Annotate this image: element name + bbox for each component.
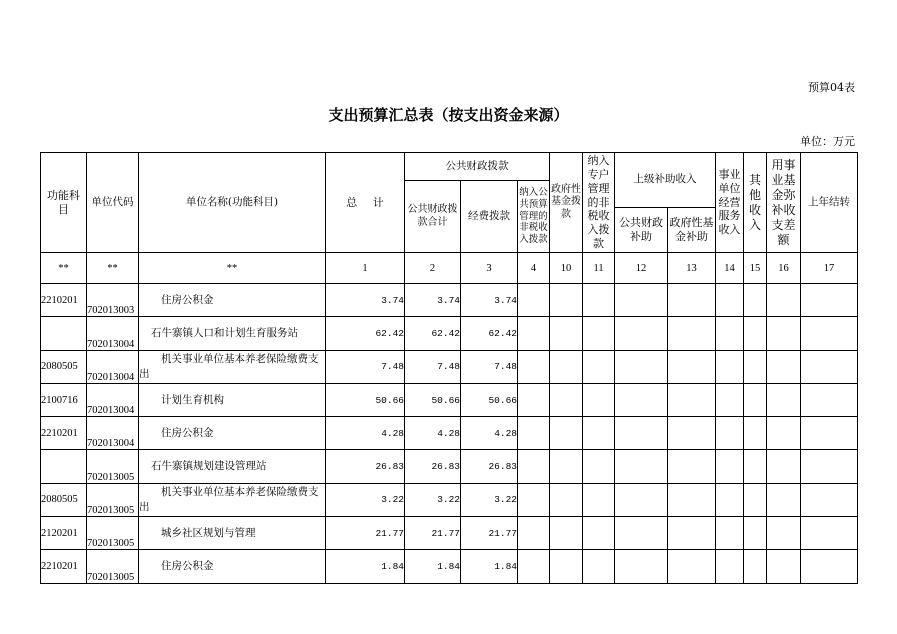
unit-name-cell: 城乡社区规划与管理 <box>139 517 326 550</box>
unit-code-cell: 702013005 <box>87 450 139 483</box>
header-superior-subsidy-group <box>615 153 716 208</box>
amount-cell-operating-funds: 1.84 <box>461 550 518 583</box>
func-subject-code-cell <box>41 317 87 350</box>
func-subject-code-cell: 2080505 <box>41 483 87 516</box>
empty-cell-special-account-nontax <box>583 350 615 383</box>
header-unit-name-label: 单位名称(功能科目) <box>185 195 279 208</box>
amount-cell-operating-funds: 4.28 <box>461 417 518 450</box>
empty-cell-public-finance-subsidy <box>615 417 668 450</box>
header-business-income-label: 事业单位经营服务收入 <box>718 168 741 237</box>
header-public-finance-subsidy <box>615 208 668 253</box>
header-special-account-nontax-label: 纳入专户管理的非税收入拨款 <box>587 154 610 250</box>
func-subject-code-cell <box>41 450 87 483</box>
empty-cell-special-account-nontax <box>583 483 615 516</box>
empty-cell-special-account-nontax <box>583 284 615 317</box>
empty-cell-public-budget-nontax <box>518 483 550 516</box>
amount-cell-total: 50.66 <box>326 383 405 416</box>
empty-cell-other-income <box>744 483 767 516</box>
empty-cell-prior-year-carryover <box>801 284 858 317</box>
empty-cell-gov-fund-subsidy <box>668 350 716 383</box>
empty-cell-business-fund-offset <box>767 350 801 383</box>
empty-cell-other-income <box>744 517 767 550</box>
empty-cell-prior-year-carryover <box>801 350 858 383</box>
empty-cell-public-budget-nontax <box>518 383 550 416</box>
empty-cell-other-income <box>744 417 767 450</box>
column-index-cell: 4 <box>518 253 550 284</box>
table-body <box>41 284 858 584</box>
amount-cell-public-finance-total: 21.77 <box>405 517 461 550</box>
column-index-cell: 13 <box>668 253 716 284</box>
amount-cell-total: 1.84 <box>326 550 405 583</box>
column-index-cell: 2 <box>405 253 461 284</box>
header-public-finance-group-label: 公共财政拨款 <box>445 159 509 172</box>
empty-cell-public-finance-subsidy <box>615 450 668 483</box>
header-prior-year-carryover-label: 上年结转 <box>808 195 851 208</box>
amount-cell-public-finance-total: 7.48 <box>405 350 461 383</box>
amount-cell-total: 4.28 <box>326 417 405 450</box>
unit-name-cell: 机关事业单位基本养老保险缴费支出 <box>139 350 326 383</box>
column-index-cell: 11 <box>583 253 615 284</box>
header-business-income <box>716 153 744 253</box>
form-number-label: 预算04表 <box>808 81 855 94</box>
currency-unit-label: 单位：万元 <box>800 135 855 148</box>
header-gov-fund-subsidy-label: 政府性基金补助 <box>669 216 714 243</box>
column-index-cell: 10 <box>550 253 583 284</box>
empty-cell-business-fund-offset <box>767 450 801 483</box>
empty-cell-business-fund-offset <box>767 417 801 450</box>
header-unit-name <box>139 153 326 253</box>
amount-cell-total: 21.77 <box>326 517 405 550</box>
empty-cell-gov-fund <box>550 417 583 450</box>
empty-cell-business-fund-offset <box>767 284 801 317</box>
empty-cell-gov-fund <box>550 483 583 516</box>
amount-cell-public-finance-total: 3.22 <box>405 483 461 516</box>
header-business-fund-offset <box>767 153 801 253</box>
func-subject-code-cell: 2120201 <box>41 517 87 550</box>
empty-cell-gov-fund-subsidy <box>668 383 716 416</box>
empty-cell-gov-fund-subsidy <box>668 417 716 450</box>
empty-cell-business-fund-offset <box>767 483 801 516</box>
empty-cell-gov-fund-subsidy <box>668 550 716 583</box>
header-gov-fund-subsidy <box>668 208 716 253</box>
table-row <box>41 517 858 550</box>
amount-cell-total: 62.42 <box>326 317 405 350</box>
empty-cell-public-finance-subsidy <box>615 517 668 550</box>
empty-cell-public-budget-nontax <box>518 284 550 317</box>
empty-cell-gov-fund <box>550 383 583 416</box>
header-public-finance-group <box>405 153 550 181</box>
empty-cell-public-finance-subsidy <box>615 284 668 317</box>
column-index-cell: 16 <box>767 253 801 284</box>
empty-cell-special-account-nontax <box>583 317 615 350</box>
column-index-cell: 15 <box>744 253 767 284</box>
column-index-cell: 1 <box>326 253 405 284</box>
empty-cell-public-budget-nontax <box>518 417 550 450</box>
header-unit-code-label: 单位代码 <box>91 195 134 208</box>
empty-cell-business-income <box>716 450 744 483</box>
func-subject-code-cell: 2210201 <box>41 417 87 450</box>
amount-cell-total: 26.83 <box>326 450 405 483</box>
unit-name-cell: 石牛寨镇人口和计划生育服务站 <box>139 317 326 350</box>
empty-cell-business-fund-offset <box>767 383 801 416</box>
empty-cell-public-finance-subsidy <box>615 317 668 350</box>
empty-cell-prior-year-carryover <box>801 383 858 416</box>
func-subject-code-cell: 2210201 <box>41 550 87 583</box>
header-public-budget-nontax-label: 纳入公共预算管理的非税收入拨款 <box>519 186 548 246</box>
header-func-subject-label: 功能科目 <box>47 188 80 216</box>
amount-cell-public-finance-total: 1.84 <box>405 550 461 583</box>
header-public-budget-nontax <box>518 181 550 253</box>
unit-name-cell: 住房公积金 <box>139 284 326 317</box>
amount-cell-public-finance-total: 62.42 <box>405 317 461 350</box>
unit-code-cell: 702013004 <box>87 417 139 450</box>
empty-cell-special-account-nontax <box>583 383 615 416</box>
empty-cell-business-income <box>716 550 744 583</box>
empty-cell-public-budget-nontax <box>518 350 550 383</box>
empty-cell-public-budget-nontax <box>518 450 550 483</box>
empty-cell-gov-fund <box>550 450 583 483</box>
header-gov-fund-label: 政府性基金拨款 <box>551 183 582 220</box>
empty-cell-gov-fund <box>550 317 583 350</box>
unit-code-cell: 702013005 <box>87 550 139 583</box>
empty-cell-prior-year-carryover <box>801 550 858 583</box>
unit-name-cell: 住房公积金 <box>139 550 326 583</box>
column-index-cell: ** <box>87 253 139 284</box>
amount-cell-total: 7.48 <box>326 350 405 383</box>
header-other-income-label: 其他收入 <box>749 172 762 232</box>
empty-cell-public-finance-subsidy <box>615 350 668 383</box>
empty-cell-gov-fund-subsidy <box>668 450 716 483</box>
header-unit-code <box>87 153 139 253</box>
empty-cell-special-account-nontax <box>583 417 615 450</box>
header-public-finance-subsidy-label: 公共财政补助 <box>619 216 664 243</box>
empty-cell-business-income <box>716 417 744 450</box>
func-subject-code-cell: 2080505 <box>41 350 87 383</box>
amount-cell-operating-funds: 3.22 <box>461 483 518 516</box>
empty-cell-prior-year-carryover <box>801 317 858 350</box>
amount-cell-public-finance-total: 3.74 <box>405 284 461 317</box>
column-index-cell: 17 <box>801 253 858 284</box>
amount-cell-operating-funds: 62.42 <box>461 317 518 350</box>
unit-code-cell: 702013004 <box>87 350 139 383</box>
header-special-account-nontax <box>583 153 615 253</box>
table-row <box>41 450 858 483</box>
column-index-cell: ** <box>41 253 87 284</box>
empty-cell-business-income <box>716 317 744 350</box>
header-other-income <box>744 153 767 253</box>
table-row <box>41 383 858 416</box>
empty-cell-special-account-nontax <box>583 517 615 550</box>
page-title: 支出预算汇总表（按支出资金来源） <box>328 106 569 124</box>
amount-cell-total: 3.74 <box>326 284 405 317</box>
column-index-cell: 3 <box>461 253 518 284</box>
table-row <box>41 417 858 450</box>
empty-cell-other-income <box>744 284 767 317</box>
empty-cell-business-income <box>716 284 744 317</box>
empty-cell-gov-fund <box>550 350 583 383</box>
amount-cell-operating-funds: 26.83 <box>461 450 518 483</box>
header-gov-fund <box>550 153 583 253</box>
unit-code-cell: 702013004 <box>87 317 139 350</box>
header-business-fund-offset-label: 用事业基金弥补收支差额 <box>771 157 796 247</box>
empty-cell-business-fund-offset <box>767 517 801 550</box>
header-public-finance-total-label: 公共财政拨款合计 <box>407 204 458 228</box>
header-prior-year-carryover <box>801 153 858 253</box>
empty-cell-public-budget-nontax <box>518 517 550 550</box>
budget-summary-table <box>40 152 858 584</box>
empty-cell-other-income <box>744 383 767 416</box>
empty-cell-prior-year-carryover <box>801 450 858 483</box>
empty-cell-business-fund-offset <box>767 317 801 350</box>
table-header <box>41 153 858 253</box>
empty-cell-prior-year-carryover <box>801 483 858 516</box>
empty-cell-gov-fund-subsidy <box>668 317 716 350</box>
unit-code-cell: 702013005 <box>87 483 139 516</box>
header-operating-funds-label: 经费拨款 <box>468 209 510 222</box>
empty-cell-business-income <box>716 350 744 383</box>
empty-cell-public-budget-nontax <box>518 317 550 350</box>
amount-cell-public-finance-total: 4.28 <box>405 417 461 450</box>
column-index-cell: 12 <box>615 253 668 284</box>
table-row <box>41 317 858 350</box>
empty-cell-other-income <box>744 450 767 483</box>
unit-name-cell: 石牛寨镇规划建设管理站 <box>139 450 326 483</box>
amount-cell-total: 3.22 <box>326 483 405 516</box>
empty-cell-gov-fund-subsidy <box>668 517 716 550</box>
empty-cell-business-income <box>716 383 744 416</box>
unit-code-cell: 702013003 <box>87 284 139 317</box>
table-row <box>41 550 858 583</box>
func-subject-code-cell: 2100716 <box>41 383 87 416</box>
empty-cell-gov-fund <box>550 517 583 550</box>
empty-cell-prior-year-carryover <box>801 517 858 550</box>
empty-cell-business-fund-offset <box>767 550 801 583</box>
empty-cell-other-income <box>744 550 767 583</box>
empty-cell-prior-year-carryover <box>801 417 858 450</box>
amount-cell-operating-funds: 50.66 <box>461 383 518 416</box>
header-func-subject <box>41 153 87 253</box>
column-index-row <box>41 253 858 284</box>
amount-cell-operating-funds: 3.74 <box>461 284 518 317</box>
empty-cell-public-budget-nontax <box>518 550 550 583</box>
amount-cell-public-finance-total: 26.83 <box>405 450 461 483</box>
header-total <box>326 153 405 253</box>
unit-name-cell: 住房公积金 <box>139 417 326 450</box>
column-index-cell: ** <box>139 253 326 284</box>
empty-cell-gov-fund <box>550 550 583 583</box>
amount-cell-public-finance-total: 50.66 <box>405 383 461 416</box>
empty-cell-business-income <box>716 517 744 550</box>
table-row <box>41 284 858 317</box>
empty-cell-other-income <box>744 317 767 350</box>
amount-cell-operating-funds: 7.48 <box>461 350 518 383</box>
empty-cell-public-finance-subsidy <box>615 483 668 516</box>
amount-cell-operating-funds: 21.77 <box>461 517 518 550</box>
header-public-finance-total <box>405 181 461 253</box>
header-total-label: 总 计 <box>346 195 384 209</box>
unit-code-cell: 702013004 <box>87 383 139 416</box>
unit-name-cell: 机关事业单位基本养老保险缴费支出 <box>139 483 326 516</box>
header-operating-funds <box>461 181 518 253</box>
empty-cell-other-income <box>744 350 767 383</box>
unit-name-cell: 计划生育机构 <box>139 383 326 416</box>
table-row <box>41 483 858 516</box>
header-superior-subsidy-group-label: 上级补助收入 <box>633 173 697 186</box>
empty-cell-special-account-nontax <box>583 550 615 583</box>
empty-cell-business-income <box>716 483 744 516</box>
empty-cell-public-finance-subsidy <box>615 383 668 416</box>
column-index-cell: 14 <box>716 253 744 284</box>
func-subject-code-cell: 2210201 <box>41 284 87 317</box>
unit-code-cell: 702013005 <box>87 517 139 550</box>
empty-cell-gov-fund-subsidy <box>668 284 716 317</box>
empty-cell-gov-fund-subsidy <box>668 483 716 516</box>
table-row <box>41 350 858 383</box>
empty-cell-special-account-nontax <box>583 450 615 483</box>
empty-cell-public-finance-subsidy <box>615 550 668 583</box>
empty-cell-gov-fund <box>550 284 583 317</box>
